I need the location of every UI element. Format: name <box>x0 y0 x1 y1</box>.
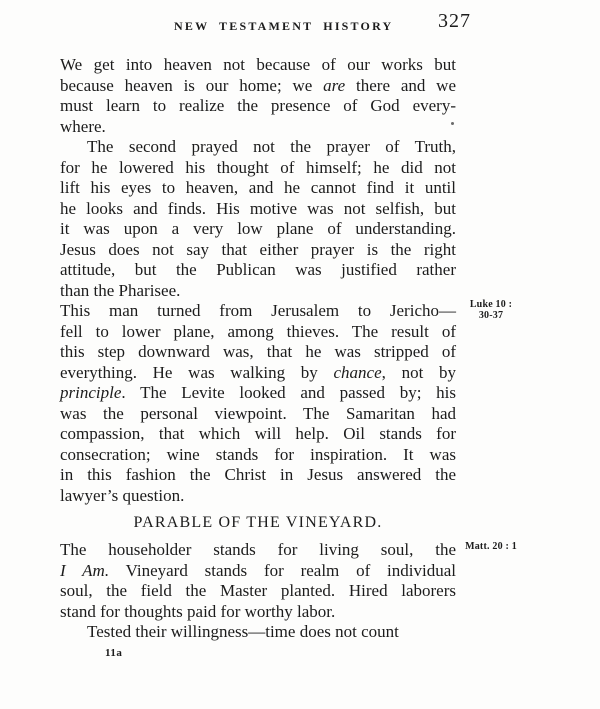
text-line <box>60 424 456 445</box>
text-line <box>60 322 456 343</box>
body-text: Vineyard stands for realm of individual <box>109 560 456 580</box>
text-line <box>60 55 456 76</box>
text-line <box>60 240 456 261</box>
italic-text: I Am. <box>60 560 110 580</box>
running-title: NEW TESTAMENT HISTORY <box>174 19 394 33</box>
text-line <box>60 581 456 602</box>
text-line <box>60 96 456 117</box>
body-text: there and we <box>345 75 457 95</box>
text-line <box>60 445 456 466</box>
body-text: this step downward was, that he was stripped of <box>60 342 456 361</box>
body-text: in this fashion the Christ in Jesus answered the <box>60 465 456 484</box>
ink-speck-artifact <box>451 122 454 125</box>
body-text: fell to lower plane, among thieves. The result of <box>60 321 456 341</box>
body-text: The second prayed not the prayer of Truth, <box>87 137 456 156</box>
text-line <box>60 281 456 302</box>
body-text: it was upon a very low plane of understanding. <box>60 219 456 238</box>
body-text: he looks and finds. His motive was not selfish, but <box>60 198 456 218</box>
body-text: was the personal viewpoint. The Samaritan had <box>60 403 456 423</box>
body-text: for he lowered his thought of himself; he did not <box>60 157 456 177</box>
paragraph-jericho <box>60 299 513 506</box>
paragraph-householder <box>60 540 517 622</box>
body-text: must learn to realize the presence of God every- <box>60 96 456 115</box>
signature-mark: 11a <box>105 646 123 659</box>
text-line <box>60 465 456 486</box>
text-line <box>60 117 456 138</box>
paragraph-heaven <box>60 55 456 137</box>
italic-text: are <box>323 75 346 95</box>
body-text: lift his eyes to heaven, and he cannot find it until <box>60 178 456 197</box>
margin-note-verses: 30-37 <box>478 310 504 321</box>
paragraph-tested <box>60 622 456 643</box>
italic-text: principle <box>60 383 122 402</box>
text-line <box>60 178 456 199</box>
body-text: compassion, that which will help. Oil stands for <box>60 424 456 443</box>
body-text: . The Levite looked and passed by; his <box>121 383 456 402</box>
text-line <box>60 199 456 220</box>
body-text: soul, the field the Master planted. Hired laborers <box>60 581 456 600</box>
text-line <box>60 301 456 322</box>
body-text: because heaven is our home; we <box>60 75 324 95</box>
margin-note-reference: Matt. 20 : 1 <box>465 541 517 552</box>
text-line <box>60 219 456 240</box>
text-line <box>60 540 456 561</box>
body-text: The householder stands for living soul, the <box>60 540 456 559</box>
body-text: This man turned from Jerusalem to Jericho— <box>60 301 456 320</box>
text-line <box>60 602 456 623</box>
body-text: lawyer’s question. <box>60 485 185 505</box>
margin-note-luke <box>464 299 518 321</box>
body-text: Tested their willingness—time does not count <box>87 622 399 641</box>
margin-note-reference: Luke 10 : <box>469 299 513 310</box>
text-line <box>60 260 456 281</box>
text-line <box>60 76 456 97</box>
paragraph-second-prayer <box>60 137 456 301</box>
running-header <box>60 10 471 40</box>
section-heading: PARABLE OF THE VINEYARD. <box>133 514 383 531</box>
body-text: We get into heaven not because of our works but <box>60 55 456 74</box>
text-line <box>60 137 456 158</box>
text-line <box>60 342 456 363</box>
text-line <box>60 383 456 404</box>
text-line <box>60 622 456 643</box>
text-line <box>60 158 456 179</box>
text-line <box>60 363 456 384</box>
italic-text: chance <box>333 362 382 382</box>
text-column <box>60 55 517 660</box>
body-text: everything. He was walking by <box>60 362 334 382</box>
body-text: , not by <box>381 362 456 382</box>
body-text: where. <box>60 116 106 136</box>
body-text: Jesus does not say that either prayer is the right <box>60 239 456 259</box>
text-line <box>60 561 456 582</box>
margin-note-matt <box>464 541 518 552</box>
page-number: 327 <box>438 10 471 32</box>
body-text: attitude, but the Publican was justified rather <box>60 260 456 279</box>
body-text: stand for thoughts paid for worthy labor. <box>60 601 336 621</box>
text-line <box>60 486 456 507</box>
text-line <box>60 404 456 425</box>
body-text: consecration; wine stands for inspiration. It was <box>60 444 456 464</box>
body-text: than the Pharisee. <box>60 280 181 300</box>
